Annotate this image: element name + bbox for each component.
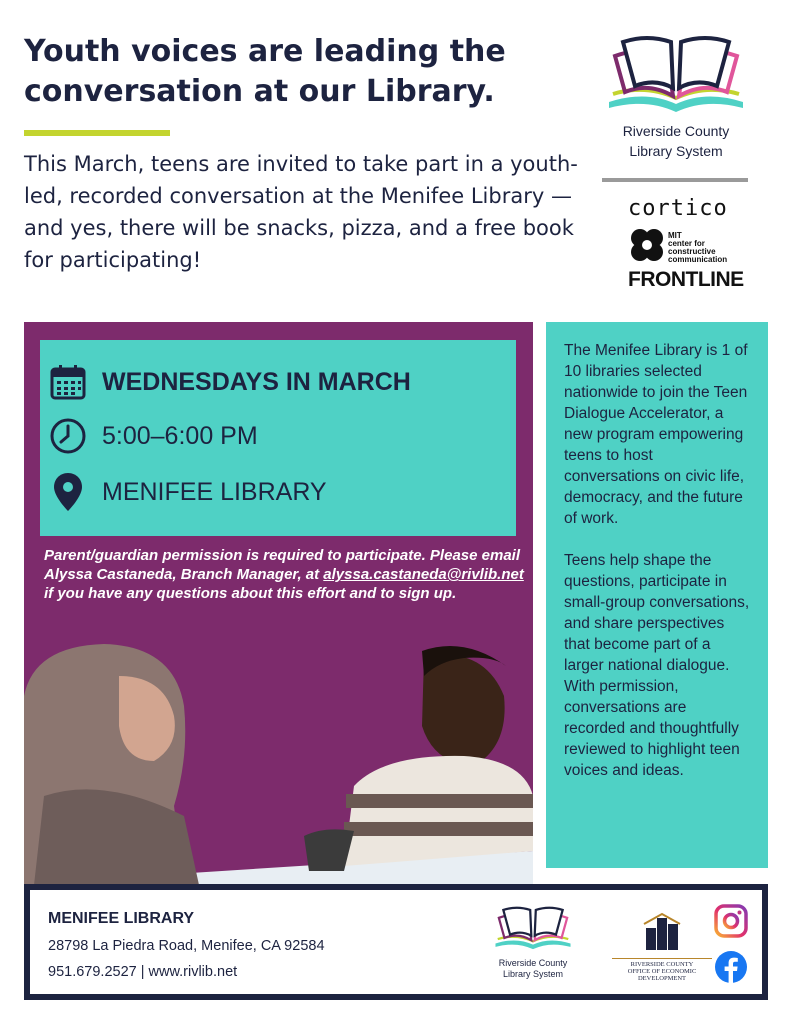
economic-development-logo (612, 912, 712, 982)
footer-rc-logo (488, 904, 578, 980)
open-book-logo-icon (601, 32, 751, 120)
mit-line3: constructive (668, 247, 716, 256)
clock-icon (48, 416, 88, 456)
event-place: MENIFEE LIBRARY (102, 477, 327, 506)
intro-paragraph: This March, teens are invited to take part in a youth-led, recorded conversation at the Menifee Library —and yes, there will be snacks, pizza, and a free book for participating! (24, 152, 578, 272)
buildings-icon (642, 912, 682, 952)
riverside-county-library-logo (598, 32, 754, 172)
program-info-paragraph-2: Teens help shape the questions, participate in small-group conversations, and share perspectives that become part of a larger national dialogue. With permission, conversations are recorded and thoughtfully reviewed to highlight teen voices and ideas. (564, 552, 750, 779)
program-info-panel (546, 322, 768, 868)
accent-divider (24, 130, 170, 136)
footer-rc-line1: Riverside County (498, 958, 568, 968)
facebook-icon[interactable] (714, 950, 748, 984)
cortico-logo: cortico (628, 196, 728, 221)
rc-logo-line1: Riverside County (622, 123, 730, 139)
mit-line4: communication (668, 255, 728, 264)
footer-address: 28798 La Piedra Road, Menifee, CA 92584 (48, 938, 325, 954)
email-link[interactable]: alyssa.castaneda@rivlib.net (323, 566, 524, 583)
mit-line2: center for (668, 239, 705, 248)
footer (24, 884, 768, 1000)
frontline-logo: FRONTLINE (628, 268, 744, 291)
event-place-row (48, 472, 327, 512)
rc-logo-line2: Library System (629, 143, 723, 159)
mit-line1: MIT (668, 231, 682, 240)
oed-line2: OFFICE OF ECONOMIC DEVELOPMENT (627, 968, 697, 982)
instagram-icon[interactable] (714, 904, 748, 938)
program-info-paragraph-1: The Menifee Library is 1 of 10 libraries selected nationwide to join the Teen Dialogue Accelerator, a new program empowering teens to host conversations on civic life, democracy, and the future of work. (564, 342, 748, 527)
logo-divider (602, 178, 748, 182)
oed-line1: RIVERSIDE COUNTY (630, 961, 694, 968)
teens-photo (24, 636, 533, 885)
calendar-icon (48, 362, 88, 402)
mit-ccc-text (668, 232, 727, 264)
event-date: WEDNESDAYS IN MARCH (102, 367, 411, 396)
page-title: Youth voices are leading the conversation at our Library. (24, 34, 506, 109)
permission-notice (44, 546, 524, 603)
event-time-row (48, 416, 258, 456)
permission-text: Parent/guardian permission is required to participate. Please email Alyssa Castaneda, Branch Manager, at (44, 547, 520, 583)
map-pin-icon (48, 472, 88, 512)
footer-contact[interactable]: 951.679.2527 | www.rivlib.net (48, 964, 238, 980)
permission-text-end: if you have any questions about this effort and to sign up. (44, 585, 457, 602)
open-book-logo-small-icon (491, 904, 575, 954)
footer-rc-line2: Library System (502, 969, 564, 979)
event-date-row (48, 362, 411, 402)
footer-library-name: MENIFEE LIBRARY (48, 910, 195, 927)
event-time: 5:00–6:00 PM (102, 421, 258, 450)
